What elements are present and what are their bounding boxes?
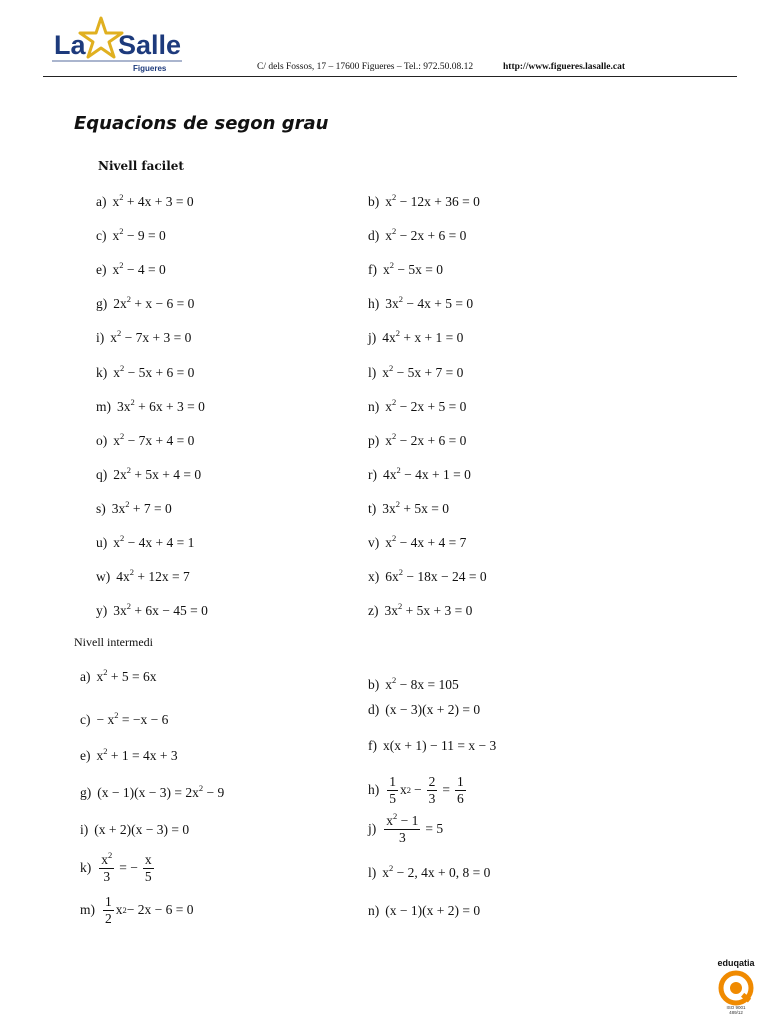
equation-l: l) $x^2 - 5x + 7 = 0$: [368, 363, 464, 380]
website-link[interactable]: http://www.figueres.lasalle.cat: [503, 62, 625, 72]
header-rule: [43, 76, 737, 77]
svg-text:La: La: [54, 30, 86, 60]
equation-b: b) $x^2 - 8x = 105$: [368, 675, 459, 692]
equation-n: n) (x − 1)(x + 2) = 0: [368, 903, 481, 918]
equation-f: f) x(x + 1) − 11 = x − 3: [368, 738, 497, 753]
equation-c: $c) - x^2 = -x - 6$: [80, 710, 169, 727]
equation-c: c) $x^2 - 9 = 0$: [96, 226, 166, 243]
equation-o: o) $x^2 - 7x + 4 = 0$: [96, 431, 195, 448]
equation-e: e) $x^2 - 4 = 0$: [96, 260, 166, 277]
equation-u: u) $x^2 - 4x + 4 = 1$: [96, 533, 195, 550]
page-title: Equacions de segon grau: [74, 113, 329, 134]
equation-e: e) $x^2 + 1 = 4x + 3$: [80, 746, 178, 763]
equation-a: a) $x^2 + 4x + 3 = 0$: [96, 192, 194, 209]
equation-q: q) $2x^2 + 5x + 4 = 0$: [96, 465, 202, 482]
equation-s: s) $3x^2 + 7 = 0$: [96, 499, 172, 516]
equation-d: d) $x^2 - 2x + 6 = 0$: [368, 226, 467, 243]
equation-m: m) $\frac{1}{2}$ x 2 − 2x − 6 = 0: [80, 894, 194, 926]
equation-l: l) $x^2 - 2$, 4x + 0, 8 = 0: [368, 863, 491, 880]
equation-g: g) $2x^2 + x - 6 = 0$: [96, 294, 195, 311]
equation-k: k) $x^2 - 5x + 6 = 0$: [96, 363, 195, 380]
equation-t: t) $3x^2 + 5x = 0$: [368, 499, 449, 516]
section-title-facilet: Nivell facilet: [98, 159, 184, 173]
contact-address: C/ dels Fossos, 17 – 17600 Figueres – Tel.: 972.50.08.12: [257, 62, 474, 72]
equation-z: z) $3x^2 + 5x + 3 = 0$: [368, 601, 473, 618]
equation-y: y) $3x^2 + 6x - 45 = 0$: [96, 601, 208, 618]
brand-subtitle: Figueres: [133, 64, 167, 73]
eduqatia-seal: eduqatia ISO 9001 489/12: [712, 958, 760, 1020]
quality-q-icon: [718, 970, 754, 1006]
equation-j: j) $4x^2 + x + 1 = 0$: [368, 328, 464, 345]
equation-n: n) $x^2 - 2x + 5 = 0$: [368, 397, 467, 414]
equation-h: h) $\frac{1}{5}$ x 2 − $\frac{2}{3}$ = $\frac{1}{6}$: [368, 774, 464, 806]
equation-f: f) $x^2 - 5x = 0$: [368, 260, 443, 277]
equation-m: m) $3x^2 + 6x + 3 = 0$: [96, 397, 205, 414]
la-salle-logo: [52, 14, 187, 76]
equation-w: w) $4x^2 + 12x = 7$: [96, 567, 190, 584]
equation-d: d) (x − 3)(x + 2) = 0: [368, 702, 481, 717]
equation-r: r) $4x^2 - 4x + 1 = 0$: [368, 465, 471, 482]
seal-certification: ISO 9001 489/12: [726, 1005, 746, 1015]
letterhead: [0, 0, 768, 80]
equation-a: a) $x^2 + 5 = 6x$: [80, 667, 157, 684]
equation-i: i) $x^2 - 7x + 3 = 0$: [96, 328, 192, 345]
equation-k: k) $\frac{x^2}{3}$ = − $\frac{x}{5}$: [80, 850, 152, 884]
equation-b: b) $x^2 - 12x + 36 = 0$: [368, 192, 480, 209]
equation-v: v) $x^2 - 4x + 4 = 7$: [368, 533, 467, 550]
equation-h: h) $3x^2 - 4x + 5 = 0$: [368, 294, 474, 311]
section-title-intermedi: Nivell intermedi: [74, 635, 153, 649]
equation-x: x) $6x^2 - 18x - 24 = 0$: [368, 567, 487, 584]
svg-text:Salle: Salle: [118, 30, 182, 60]
equation-p: p) $x^2 - 2x + 6 = 0$: [368, 431, 467, 448]
equation-j: j) $\frac{x^2 - 1}{3}$ = 5: [368, 811, 444, 845]
equation-g: g) $(x - 1)(x - 3) = 2x^2 - 9$: [80, 783, 225, 800]
equation-i: i) (x + 2)(x − 3) = 0: [80, 822, 190, 837]
